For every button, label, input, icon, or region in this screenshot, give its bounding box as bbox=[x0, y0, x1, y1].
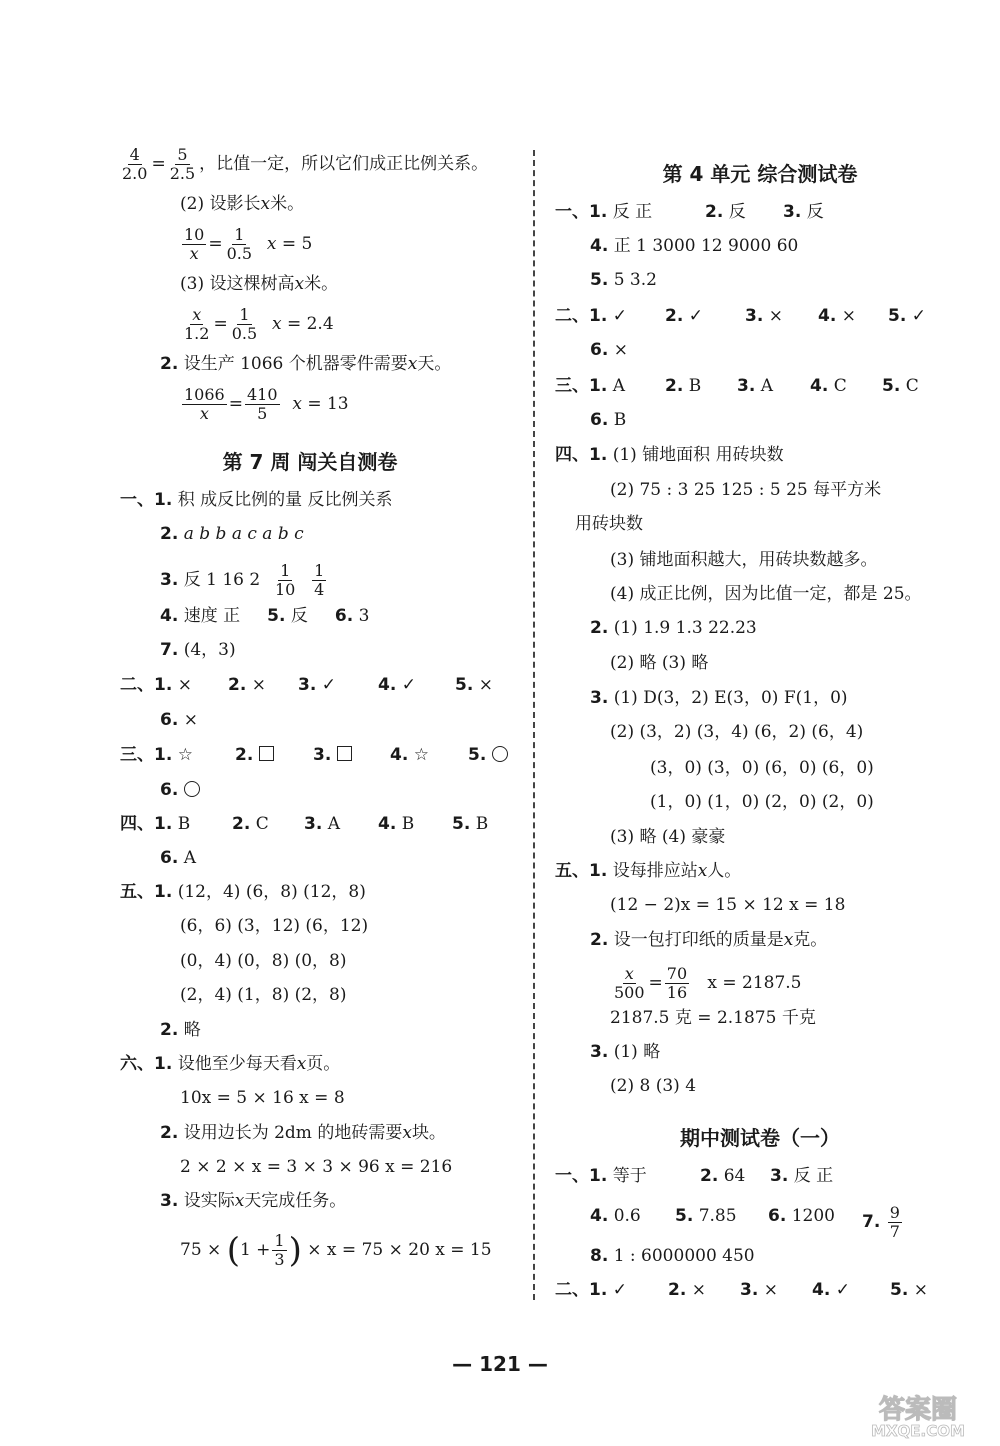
svg-text:MXQE.COM: MXQE.COM bbox=[871, 1422, 965, 1440]
answer-line: (3) 略 (4) 豪豪 bbox=[610, 827, 726, 847]
answer-line: (0，4) (0，8) (0，8) bbox=[180, 951, 347, 971]
answer-line: 五、1. 设每排应站x人。 bbox=[555, 861, 742, 881]
star-icon: ☆ bbox=[413, 745, 429, 765]
answer-line: (2) 设影长x米。 bbox=[180, 194, 305, 214]
answer-line: 4. 速度 正 5. 反 6. 3 bbox=[160, 606, 370, 626]
answer-line: 用砖块数 bbox=[575, 514, 643, 534]
equation-line: 75 × (1 + $\frac{1}{3}$ ) × x = 75 × 20 x = 15 bbox=[180, 1230, 492, 1271]
circle-icon bbox=[492, 746, 508, 762]
answer-line: (2) 略 (3) 略 bbox=[610, 653, 709, 673]
answer-line: 二、1. ✓ bbox=[555, 306, 627, 326]
answer-line: 2. (1) 1.9 1.3 22.23 bbox=[590, 618, 757, 638]
answer-line: (2) (3，2) (3，4) (6，2) (6，4) bbox=[610, 722, 864, 742]
answer-line: 2. 设生产 1066 个机器零件需要x天。 bbox=[160, 354, 452, 374]
answer-line: 3. (1) D(3，2) E(3，0) F(1，0) bbox=[590, 688, 848, 708]
equation-line: 2 × 2 × x = 3 × 3 × 96 x = 216 bbox=[180, 1157, 453, 1177]
answer-line: (1，0) (1，0) (2，0) (2，0) bbox=[650, 792, 874, 812]
answer-line: 一、1. 积 成反比例的量 反比例关系 bbox=[120, 490, 393, 510]
fraction: $\frac{5}{2.5}$ bbox=[169, 145, 196, 183]
equation-line: $\frac{1066}{x}$ = $\frac{410}{5}$ x = 13 bbox=[184, 385, 349, 423]
answer-line: 6. A bbox=[160, 848, 196, 868]
section-title: 第 4 单元 综合测试卷 bbox=[662, 162, 858, 186]
answer-line: 二、1. ✓ bbox=[555, 1280, 627, 1300]
answer-line: 二、1. × bbox=[120, 675, 192, 695]
fraction: $\frac{4}{2.0}$ bbox=[122, 145, 148, 183]
equation-line: (12 − 2)x = 15 × 12 x = 18 bbox=[610, 895, 846, 915]
equation-line: $\frac{10}{x}$ = $\frac{1}{0.5}$ x = 5 bbox=[184, 225, 313, 263]
section-title: 期中测试卷（一） bbox=[680, 1126, 840, 1150]
circle-icon bbox=[184, 781, 200, 797]
answer-line: (3) 设这棵树高x米。 bbox=[180, 274, 339, 294]
star-icon: ☆ bbox=[177, 745, 193, 765]
column-divider bbox=[533, 150, 535, 1300]
answer-line: 4. 0.6 bbox=[590, 1206, 641, 1226]
answer-line: 5. 5 3.2 bbox=[590, 270, 657, 290]
answer-line: 2. a b b a c a b c bbox=[160, 524, 304, 544]
answer-line: 一、1. 等于 bbox=[555, 1166, 647, 1186]
answer-line: 3. 反 1 16 2 $\frac{1}{10}$ $\frac{1}{4}$ bbox=[160, 561, 325, 599]
answer-line: 6. × bbox=[160, 710, 198, 730]
answer-line: 四、1. B bbox=[120, 814, 191, 834]
answer-line: 3. 设实际x天完成任务。 bbox=[160, 1191, 347, 1211]
answer-line: 四、1. (1) 铺地面积 用砖块数 bbox=[555, 445, 784, 465]
answer-line: (6，6) (3，12) (6，12) bbox=[180, 916, 369, 936]
square-icon bbox=[259, 746, 274, 761]
answer-line: 三、1. ☆ bbox=[120, 745, 193, 765]
answer-line: (3) 铺地面积越大，用砖块数越多。 bbox=[610, 550, 878, 570]
answer-line: 一、1. 反 正 bbox=[555, 202, 653, 222]
answer-line: 6. bbox=[160, 778, 200, 802]
answer-text: ，比值一定，所以它们成正比例关系。 bbox=[199, 154, 489, 174]
answer-line: 6. × bbox=[590, 340, 628, 360]
section-title: 第 7 周 闯关自测卷 bbox=[222, 450, 398, 474]
answer-line: 2. 略 bbox=[160, 1020, 201, 1040]
answer-line: 2. 设用边长为 2dm 的地砖需要x块。 bbox=[160, 1123, 446, 1143]
answer-line: (2) 75 : 3 25 125 : 5 25 每平方米 bbox=[610, 480, 882, 500]
answer-line: 2187.5 克 = 2.1875 千克 bbox=[610, 1008, 816, 1028]
answer-line: 3. (1) 略 bbox=[590, 1042, 661, 1062]
answer-line: 7. (4，3) bbox=[160, 640, 236, 660]
answer-line: (3，0) (3，0) (6，0) (6，0) bbox=[650, 758, 874, 778]
equation-line: $\frac{x}{1.2}$ = $\frac{1}{0.5}$ x = 2.4 bbox=[184, 305, 334, 343]
svg-text:答案圈: 答案圈 bbox=[878, 1395, 958, 1425]
square-icon bbox=[337, 746, 352, 761]
answer-line: 三、1. A bbox=[555, 376, 625, 396]
page-number: — 121 — bbox=[452, 1352, 548, 1376]
equation-line: $\frac{x}{500}$ = $\frac{70}{16}$ x = 2187.5 bbox=[614, 964, 802, 1002]
answer-line: 8. 1 : 6000000 450 bbox=[590, 1246, 755, 1266]
answer-line: 五、1. (12，4) (6，8) (12，8) bbox=[120, 882, 366, 902]
answer-line: 六、1. 设他至少每天看x页。 bbox=[120, 1054, 341, 1074]
answer-line: (4) 成正比例，因为比值一定，都是 25。 bbox=[610, 584, 922, 604]
answer-line: (2) 8 (3) 4 bbox=[610, 1076, 697, 1096]
watermark-logo bbox=[848, 1388, 988, 1440]
answer-line: (2，4) (1，8) (2，8) bbox=[180, 985, 347, 1005]
equation-line: 10x = 5 × 16 x = 8 bbox=[180, 1088, 345, 1108]
answer-line: 4. 正 1 3000 12 9000 60 bbox=[590, 236, 799, 256]
answer-line: 6. B bbox=[590, 410, 627, 430]
frac-line: $\frac{4}{2.0}$ = $\frac{5}{2.5}$ ，比值一定，所以它们成正比例关系。 bbox=[122, 145, 489, 183]
answer-line: 2. 设一包打印纸的质量是x克。 bbox=[590, 930, 828, 950]
